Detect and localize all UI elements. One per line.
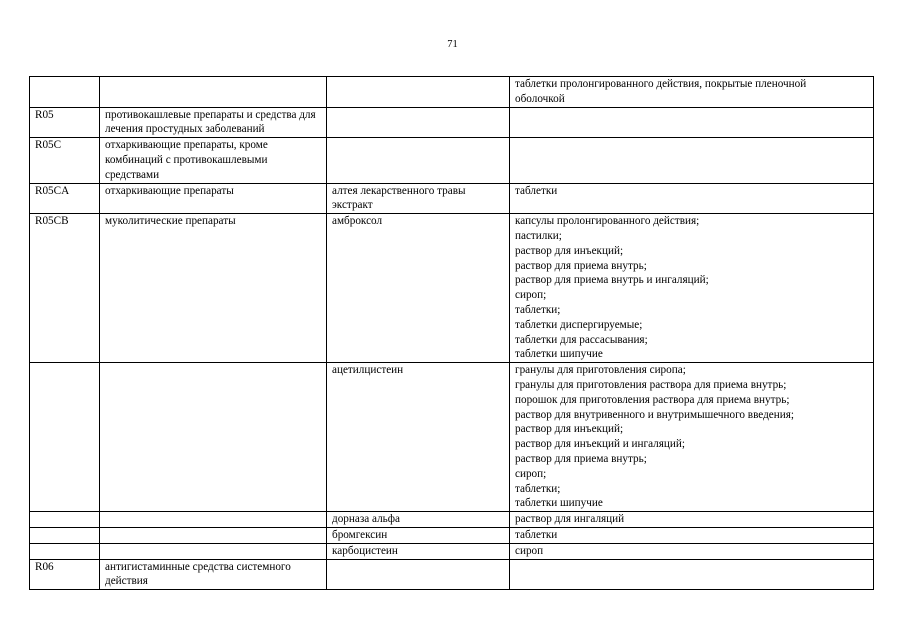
- dosage-forms-cell: [510, 183, 874, 214]
- dosage-form-line: таблетки для рассасывания;: [515, 333, 648, 346]
- dosage-form-line: таблетки пролонгированного действия, покрытые пленочной: [515, 78, 807, 90]
- dosage-form-line: раствор для приема внутрь;: [515, 452, 647, 465]
- atc-code-cell: R05CA: [30, 183, 100, 214]
- dosage-form-line: сироп: [515, 544, 544, 557]
- atc-code-cell: [30, 363, 100, 512]
- group-name-cell: отхаркивающие препараты: [100, 183, 327, 214]
- dosage-forms-cell: [510, 77, 874, 108]
- drug-name-cell: дорназа альфа: [327, 512, 510, 528]
- dosage-form-line: раствор для инъекций;: [515, 423, 624, 436]
- dosage-form-line: таблетки;: [515, 303, 561, 316]
- atc-code-cell: [30, 527, 100, 543]
- group-name-cell: [100, 527, 327, 543]
- dosage-forms-cell: [510, 512, 874, 528]
- group-name-cell: [100, 512, 327, 528]
- dosage-form-line: таблетки: [515, 528, 558, 541]
- dosage-form-line: таблетки;: [515, 482, 561, 495]
- dosage-form-line: раствор для инъекций;: [515, 244, 624, 257]
- group-name-cell: муколитические препараты: [100, 214, 327, 363]
- group-name-cell: [100, 363, 327, 512]
- drug-name-cell: бромгексин: [327, 527, 510, 543]
- dosage-form-line: гранулы для приготовления сиропа;: [515, 364, 686, 377]
- table-row: [30, 512, 874, 528]
- dosage-forms-cell: [510, 214, 874, 363]
- dosage-forms-cell: [510, 107, 874, 138]
- dosage-form-line: раствор для внутривенного и внутримышечного введения;: [515, 408, 795, 421]
- dosage-form-line: порошок для приготовления раствора для приема внутрь;: [515, 393, 790, 406]
- group-name-cell: отхаркивающие препараты, кроме комбинаций с противокашлевыми средствами: [100, 138, 327, 183]
- dosage-form-line: капсулы пролонгированного действия;: [515, 215, 700, 228]
- group-name-cell: [100, 543, 327, 559]
- dosage-form-line: таблетки шипучие: [515, 348, 603, 361]
- table-row: [30, 107, 874, 138]
- dosage-forms-cell: [510, 559, 874, 590]
- dosage-form-line: таблетки шипучие: [515, 497, 603, 510]
- dosage-forms-cell: [510, 138, 874, 183]
- dosage-forms-cell: [510, 527, 874, 543]
- dosage-form-line: сироп;: [515, 467, 547, 480]
- table-row: [30, 559, 874, 590]
- drug-name-cell: [327, 77, 510, 108]
- atc-code-cell: [30, 512, 100, 528]
- atc-code-cell: R06: [30, 559, 100, 590]
- drug-name-cell: [327, 138, 510, 183]
- page-number: 71: [447, 39, 458, 50]
- dosage-form-line: таблетки: [515, 184, 558, 197]
- drug-classification-table: [29, 76, 874, 590]
- dosage-form-line: сироп;: [515, 289, 547, 302]
- table-row: [30, 363, 874, 512]
- table-row: [30, 183, 874, 214]
- dosage-form-line: раствор для приема внутрь;: [515, 259, 647, 272]
- dosage-form-line: таблетки диспергируемые;: [515, 318, 643, 331]
- table-row: [30, 77, 874, 108]
- drug-name-cell: [327, 559, 510, 590]
- group-name-cell: [100, 77, 327, 108]
- atc-code-cell: [30, 543, 100, 559]
- atc-code-cell: [30, 77, 100, 108]
- table-row: [30, 138, 874, 183]
- dosage-forms-cell: [510, 363, 874, 512]
- table-row: [30, 214, 874, 363]
- dosage-form-line: пастилки;: [515, 229, 562, 242]
- dosage-forms-cell: [510, 543, 874, 559]
- dosage-form-line: раствор для инъекций и ингаляций;: [515, 438, 685, 451]
- group-name-cell: антигистаминные средства системного действия: [100, 559, 327, 590]
- drug-name-cell: ацетилцистеин: [327, 363, 510, 512]
- table-row: [30, 543, 874, 559]
- drug-name-cell: карбоцистеин: [327, 543, 510, 559]
- table-row: [30, 527, 874, 543]
- atc-code-cell: R05: [30, 107, 100, 138]
- dosage-form-line: оболочкой: [515, 92, 565, 105]
- drug-name-cell: [327, 107, 510, 138]
- drug-name-cell: амброксол: [327, 214, 510, 363]
- dosage-form-line: гранулы для приготовления раствора для приема внутрь;: [515, 378, 787, 391]
- group-name-cell: противокашлевые препараты и средства для лечения простудных заболеваний: [100, 107, 327, 138]
- atc-code-cell: R05CB: [30, 214, 100, 363]
- atc-code-cell: R05C: [30, 138, 100, 183]
- drug-name-cell: алтея лекарственного травы экстракт: [327, 183, 510, 214]
- dosage-form-line: раствор для ингаляций: [515, 513, 625, 526]
- dosage-form-line: раствор для приема внутрь и ингаляций;: [515, 274, 709, 287]
